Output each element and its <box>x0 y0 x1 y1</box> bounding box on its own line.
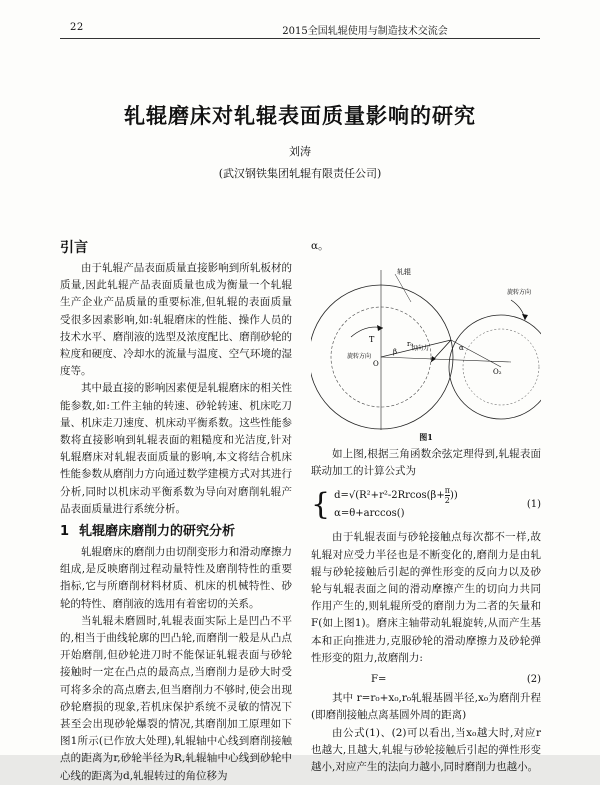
header-rule <box>60 38 540 39</box>
section-1-title: 轧辊磨床磨削力的研究分析 <box>79 524 236 540</box>
wheel-rotation-arrowhead <box>522 314 528 320</box>
center-line <box>381 357 511 362</box>
intro-paragraph-2: 其中最直接的影响因素便是轧辊磨床的相关性能参数,如:工件主轴的转速、砂轮转速、机床吃刀量、机床走刀速度、机床动平衡系数。这些性能参数将直接影响到轧辊表面的粗糙度和光洁度,针对轧辊磨床对轧辊表面质量的影响,本文将结合机床性能参数从磨削力方向通过数学建模方式对其进行分析,同时以机床动平衡系数为导向对磨削轧辊产品表面质量进行系统分析。 <box>60 382 292 515</box>
label-O2: O₂ <box>493 368 502 376</box>
wheel-circle <box>449 315 541 419</box>
wheel-rotation-arrow <box>511 300 525 320</box>
equation-1-fraction-numerator: π <box>444 486 450 496</box>
equation-1-number: (1) <box>526 499 541 511</box>
section-1-paragraph-2: 当轧辊未磨圆时,轧辊表面实际上是凹凸不平的,相当于曲线轮廓的凹凸轮,而磨削一般是从凸点开始磨削,但砂轮进刀时不能保证轧辊表面与砂轮接触时一定在凸点的最高点,当磨削力是砂大时受可将多余的高点磨去,但当磨削力不够时,使会出现砂轮磨损的现象,若机床保护系统不灵敏的情况下甚至会出现砂轮爆裂的情况,其磨削加工原理如下图1所示(已作放大处理),轧辊轴中心线到磨削接触点的距离为r,砂轮半径为R,轧辊轴中心线到砂轮中心线的距离为d,轧辊转过的角位移为 <box>60 614 292 782</box>
intro-paragraph-1: 由于轧辊产品表面质量直接影响到所轧板材的质量,因此轧辊产品表面质量也成为衡量一个轧辊生产企业产品质量的重要标准,但轧辊的表面质量受很多因素影响,如:轧辊磨床的性能、操作人员的技术水平、磨削液的选型及浓度配比、磨削砂轮的粒度和硬度、冷却水的流量与温度、空气环境的湿度等。 <box>60 262 292 378</box>
equation-1-line-1 <box>334 486 511 505</box>
running-header: 2015全国轧辊使用与制造技术交流会 <box>282 26 448 37</box>
label-roll-direction: 旋转方向 <box>347 353 372 360</box>
roll-rotation-arrowhead <box>377 325 383 331</box>
right-paragraph-3: 其中 r=r₀+x₀,r₀轧辊基圆半径,x₀为磨削升程(即磨削接触点离基圆外周的距离) <box>311 692 541 722</box>
equation-2-number: (2) <box>526 674 541 686</box>
roll-leader <box>395 274 411 302</box>
right-paragraph-1: 如上图,根据三角函数余弦定理得到,轧辊表面联动加工的计算公式为 <box>311 448 541 478</box>
affiliation: (武汉钢铁集团轧辊有限责任公司) <box>218 167 382 180</box>
right-paragraph-4: 由公式(1)、(2)可以看出,当x₀越大时,对应r也越大,且越大,轧辊与砂轮接触后引起的弹性形变越小,对应产生的法向力越小,同时磨削力也越小。 <box>311 726 541 774</box>
left-column <box>60 238 292 785</box>
figure-caption: 图1 <box>419 432 433 442</box>
section-1-paragraph-1: 轧辊磨床的磨削力由切削变形力和滑动摩擦力组成,是反映磨削过程动量特性及磨削特性的重要指标,它与所磨削材料材质、机床的机械特性、砂轮的特性、磨削液的选用有着密切的关系。 <box>60 546 292 610</box>
equation-1 <box>311 486 541 523</box>
equation-1-line-2: α=θ+arccos() <box>334 508 405 520</box>
grinding-diagram <box>311 262 541 432</box>
right-column-body <box>311 446 541 776</box>
label-roll: 轧辊 <box>397 268 411 276</box>
page-number: 22 <box>70 22 84 33</box>
equation-1-fraction-denominator: 2 <box>444 496 450 506</box>
label-cutting-force: 切向力 <box>411 345 430 352</box>
intro-heading: 引言 <box>60 240 88 256</box>
equation-1-brace: { <box>311 486 331 522</box>
label-beta: β <box>393 348 398 356</box>
author: 刘涛 <box>289 145 311 158</box>
equation-2-text: F= <box>371 674 387 686</box>
equation-1-lines <box>334 486 511 523</box>
label-r0: r₀ <box>407 340 414 348</box>
right-column-top <box>311 238 541 255</box>
right-paragraph-2: 由于轧辊表面与砂轮接触点每次都不一样,故轧辊对应受力半径也是不断变化的,磨削力是由轧辊与砂轮接触后引起的弹性形变的反向力以及砂轮与轧辊表面之间的滑动摩擦产生的切向力共同作用产生的,则轧辊所受的磨削力为二者的矢量和F(如上图1)。磨床主轴带动轧辊旋转,从而产生基本和正向推进力,克服砂轮的滑动摩擦力及砂轮弹性形变的阻力,故磨削力: <box>311 531 541 664</box>
label-alpha: α <box>459 344 464 352</box>
equation-2 <box>311 671 541 688</box>
label-wheel-direction: 旋转方向 <box>507 289 532 296</box>
equation-1-line-1-prefix: d=√(R²+r²-2Rrcos(β+ <box>334 490 445 502</box>
label-O1: O <box>373 360 379 368</box>
continued-fragment: α。 <box>311 240 329 252</box>
equation-1-line-1-suffix: )) <box>449 490 458 502</box>
section-1-heading <box>60 522 292 542</box>
paper-title: 轧辊磨床对轧辊表面质量影响的研究 <box>124 104 476 128</box>
section-1-number: 1 <box>60 524 70 540</box>
label-T: T <box>369 335 375 344</box>
